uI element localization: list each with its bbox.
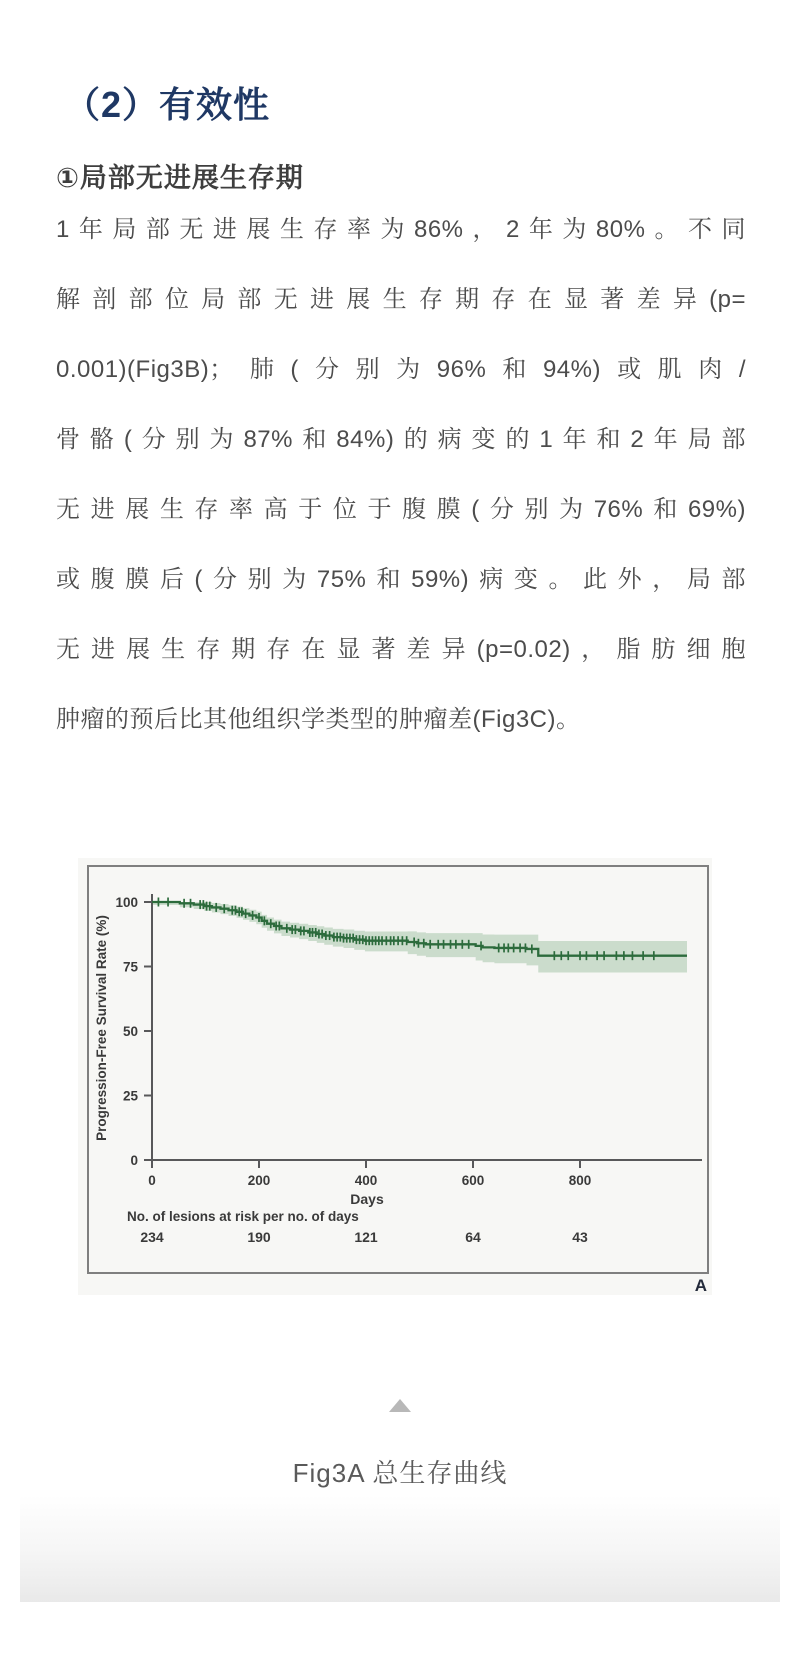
- y-tick-label: 25: [122, 1088, 138, 1104]
- y-axis-title: Progression-Free Survival Rate (%): [94, 915, 109, 1141]
- risk-count: 43: [572, 1229, 588, 1245]
- subsection-title: ①局部无进展生存期: [56, 163, 304, 194]
- paragraph-line: 骨骼(分别为87%和84%)的病变的1年和2年局部: [56, 426, 746, 453]
- y-tick-label: 100: [115, 895, 138, 910]
- paragraph-line: 1年局部无进展生存率为86%，2年为80%。不同: [56, 216, 746, 243]
- x-tick-label: 800: [568, 1173, 592, 1188]
- km-survival-chart: [78, 858, 712, 1295]
- collapsed-section-card[interactable]: [20, 1495, 780, 1602]
- x-tick-label: 400: [354, 1173, 378, 1188]
- y-tick-label: 75: [122, 959, 138, 975]
- risk-count: 234: [140, 1229, 164, 1245]
- risk-count: 190: [247, 1229, 271, 1245]
- paragraph-line: 无进展生存率高于位于腹膜(分别为76%和69%): [56, 496, 746, 523]
- x-tick-label: 0: [148, 1173, 156, 1188]
- x-tick-label: 200: [247, 1173, 271, 1188]
- risk-table-label: No. of lesions at risk per no. of days: [127, 1209, 359, 1224]
- section-title: （2）有效性: [64, 84, 271, 126]
- figure-caption: Fig3A 总生存曲线: [292, 1458, 508, 1488]
- risk-count: 64: [465, 1229, 481, 1245]
- panel-label: A: [694, 1276, 707, 1295]
- paragraph-line: 或腹膜后(分别为75%和59%)病变。此外，局部: [56, 566, 746, 593]
- y-tick-label: 50: [122, 1024, 138, 1039]
- collapse-up-icon[interactable]: [389, 1399, 411, 1412]
- paragraph-line: 肿瘤的预后比其他组织学类型的肿瘤差(Fig3C)。: [56, 706, 581, 733]
- risk-count: 121: [354, 1229, 378, 1245]
- x-tick-label: 600: [461, 1173, 485, 1188]
- paragraph-line: 无进展生存期存在显著差异(p=0.02)，脂肪细胞: [56, 636, 746, 663]
- figure-3a-image[interactable]: [78, 858, 712, 1295]
- body-paragraph: [56, 195, 746, 755]
- y-tick-label: 0: [130, 1153, 138, 1168]
- paragraph-line: 0.001)(Fig3B)；肺(分别为96%和94%)或肌肉/: [56, 356, 746, 383]
- paragraph-line: 解剖部位局部无进展生存期存在显著差异(p=: [56, 286, 746, 313]
- x-axis-title: Days: [350, 1191, 384, 1207]
